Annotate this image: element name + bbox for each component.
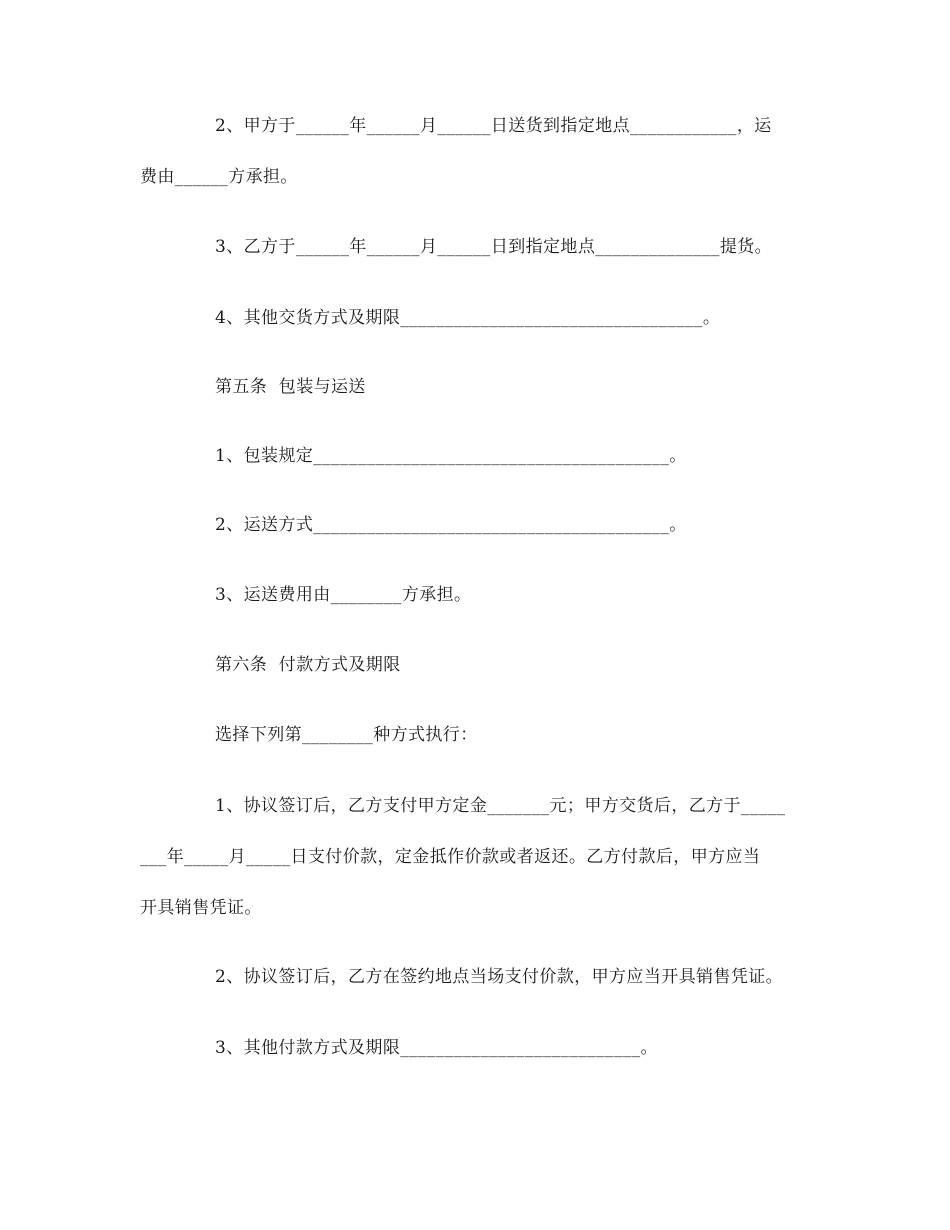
clause-6-item-1-line-3: 开具销售凭证。 [140,898,262,918]
clause-6-choice-line: 选择下列第________种方式执行： [215,725,478,745]
clause-4-item-2-line-1: 2、甲方于______年______月______日送货到指定地点____________，运 [215,116,772,136]
clause-5-heading: 第五条 包装与运送 [215,377,366,397]
clause-4-item-4: 4、其他交货方式及期限__________________________________。 [215,308,721,328]
clause-5-item-2: 2、运送方式________________________________________。 [215,515,687,535]
clause-5-item-3: 3、运送费用由________方承担。 [215,585,472,605]
clause-4-item-3: 3、乙方于______年______月______日到指定地点______________提货。 [215,237,773,257]
clause-6-item-1-line-2: ___年_____月_____日支付价款，定金抵作价款或者返还。乙方付款后，甲方应当 [140,847,761,867]
clause-4-item-2-line-2: 费由______方承担。 [140,167,298,187]
clause-5-item-1: 1、包装规定________________________________________。 [215,446,687,466]
clause-6-heading: 第六条 付款方式及期限 [215,655,401,675]
clause-6-item-2: 2、协议签订后，乙方在签约地点当场支付价款，甲方应当开具销售凭证。 [215,967,784,987]
clause-6-item-3: 3、其他付款方式及期限___________________________。 [215,1038,658,1058]
clause-6-item-1-line-1: 1、协议签订后，乙方支付甲方定金_______元；甲方交货后，乙方于_____ [215,796,786,816]
